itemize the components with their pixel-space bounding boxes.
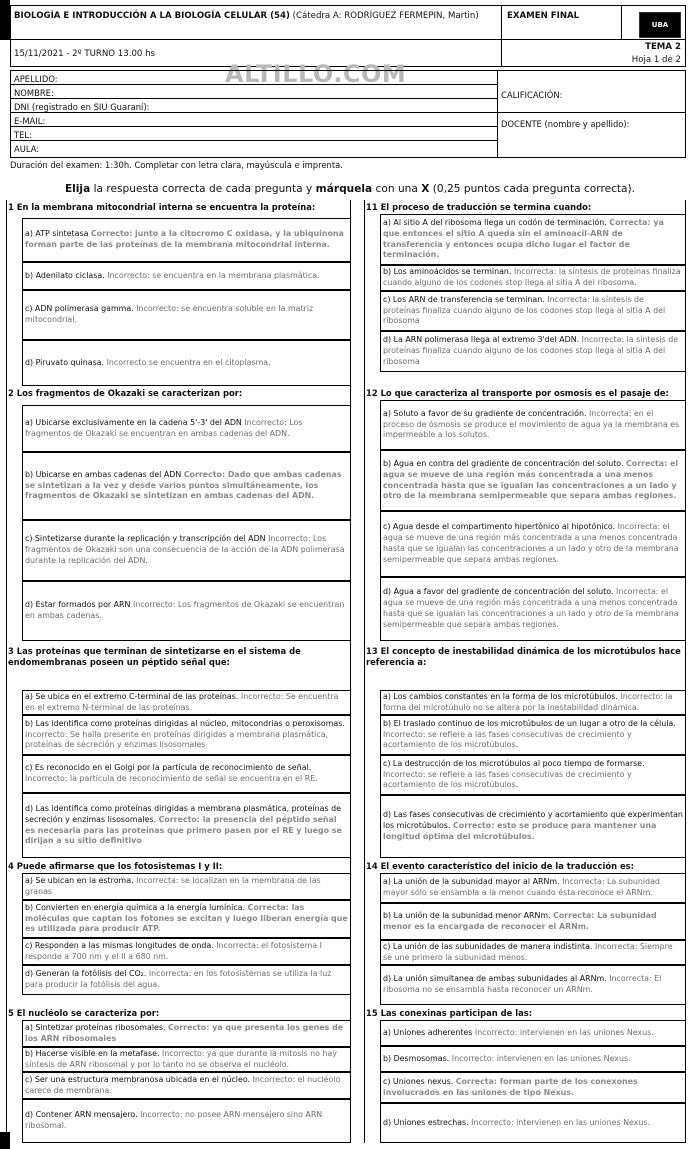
feedback-incorrect: Incorrecto: intervienen en las uniones Nexus. — [451, 1053, 631, 1063]
feedback-incorrect: Incorrecta: la síntesis de proteínas finaliza cuando alguno de los codones stop llega al sitia A del ribosoma — [383, 335, 679, 366]
feedback-incorrect: Incorrecta: el fotosistema I responde a 700 nm y el II a 680 nm. — [25, 940, 322, 961]
option-text — [25, 1075, 348, 1097]
duration-note: Duración del examen: 1:30h. Completar con letra clara, mayúscula e imprenta. — [10, 160, 343, 170]
email-field[interactable] — [11, 115, 497, 127]
answer-option[interactable] — [22, 581, 351, 641]
option-label: c) Responden a las mismas longitudes de onda. — [25, 940, 217, 950]
feedback-incorrect: Incorrecta: La subunidad mayor sólo se ensambla a la menor cuando ésta reconoce el ARNm. — [383, 877, 660, 897]
feedback-correct: Correcta: La subunidad menor es la encargada de reconocer el ARNm. — [383, 910, 657, 931]
option-label: d) Generan la fotólisis del CO₂. — [25, 969, 149, 979]
option-text — [25, 1023, 348, 1045]
option-label: b) Los aminoácidos se terminan. — [383, 267, 514, 277]
option-label: c) Agua desde el compartimento hipertónico al hipotónico. — [383, 522, 618, 532]
feedback-incorrect: Incorrecto: se refiere a las fases consecutivas de crecimiento y acortamiento de los microtúbulos. — [383, 769, 632, 790]
option-label: a) Uniones adherentes — [383, 1027, 475, 1037]
option-label: b) La unión de la subunidad menor ARNm. — [383, 910, 554, 920]
option-text — [383, 877, 683, 899]
exam-header — [10, 5, 686, 67]
answer-option[interactable] — [22, 690, 351, 715]
option-label: b) Adenilato ciclasa. — [25, 270, 108, 280]
option-label: b) Hacerse visible en la metafase. — [25, 1048, 162, 1058]
exam-type: EXAMEN FINAL — [507, 11, 580, 21]
question-title: 1 En la membrana mitocondrial interna se encuentra la proteína: — [8, 202, 316, 212]
option-label: d) Piruvato quinasa. — [25, 357, 107, 367]
catedra: (Cátedra A: RODRÍGUEZ FERMEPIN, Martin) — [292, 11, 479, 21]
feedback-correct: Correcto: junto a la citocromo C oxidasa, y la ubiquinona forman parte de las proteínas de la membrana mitocondrial interna. — [25, 229, 344, 249]
option-text — [25, 763, 348, 785]
option-text — [25, 358, 271, 369]
answer-option[interactable] — [380, 1020, 686, 1046]
option-label: d) Las fases consecutivas de crecimiento y acortamiento que experimentan los microtúbulos. — [383, 810, 683, 831]
answer-option[interactable] — [380, 755, 686, 795]
option-label: c) ADN polimerasa gamma. — [25, 304, 137, 314]
option-label: d) Las identifica como proteínas dirigidas a membrana plasmática, proteínas de secreción y enzimas lisosomales. — [25, 803, 341, 824]
question-title: 15 Las conexinas participan de las: — [366, 1008, 533, 1018]
option-text — [25, 692, 348, 714]
option-text — [383, 1054, 631, 1065]
option-text — [383, 1077, 683, 1099]
question-title: 4 Puede afirmarse que los fotosistemas I y II: — [8, 861, 223, 871]
nombre-field[interactable] — [11, 87, 497, 99]
feedback-incorrect: Incorrecto: el nucléolo carece de membrana. — [25, 1074, 341, 1095]
answer-option[interactable] — [22, 340, 351, 386]
option-text — [25, 903, 348, 935]
docente-label: DOCENTE (nombre y apellido): — [501, 119, 630, 129]
answer-option[interactable] — [380, 265, 686, 291]
option-label: a) Se ubica en el extremo C-terminal de las proteínas. — [25, 691, 241, 701]
option-text — [25, 304, 348, 326]
answer-option[interactable] — [380, 511, 686, 577]
feedback-incorrect: Incorrecta: la síntesis de proteínas finaliza cuando alguno de los codones stop llega al sitia A del ribosoma. — [383, 267, 681, 287]
option-text — [25, 229, 348, 251]
feedback-incorrect: Incorrecta: el agua se mueve de una región más concentrada a una menos concentrada hasta que se igualan las concentraciones a un lado y otro de la membrana semipermeable que separa ambas regiones. — [383, 587, 679, 629]
answer-option[interactable] — [380, 1046, 686, 1072]
option-label: d) La unión simultanea de ambas subunidades al ARNm. — [383, 974, 610, 984]
option-text — [25, 1110, 348, 1132]
feedback-incorrect: Incorrecta: el agua se mueve de una región más concentrada a una menos concentrada hasta que se igualan las concentraciones a un lado y otro de la membrana semipermeable que separa ambas regiones. — [383, 522, 679, 564]
option-text — [25, 1049, 348, 1071]
option-text — [25, 271, 320, 282]
hoja: Hoja 1 de 2 — [631, 55, 681, 65]
option-text — [25, 470, 348, 502]
option-label: b) Ubicarse en ambas cadenas del ADN — [25, 469, 184, 479]
feedback-incorrect: Incorrecta: en el proceso de ósmosis se produce el movimiento de agua ya la membrana es impermeable a los solutos. — [383, 408, 680, 440]
option-text — [383, 218, 683, 261]
answer-option[interactable] — [380, 577, 686, 641]
answer-option[interactable] — [22, 218, 351, 262]
option-label: d) La ARN polimerasa llega al extremo 3'del ADN. — [383, 335, 582, 345]
answer-option[interactable] — [22, 290, 351, 340]
option-text — [383, 719, 683, 751]
answer-option[interactable] — [380, 291, 686, 331]
answer-option[interactable] — [380, 450, 686, 511]
feedback-correct: Correcta: las moléculas que captan los fotones se excitan y luego liberan energía que es utilizada para producir ATP. — [25, 902, 348, 934]
feedback-correct: Correcto: esto se produce para mantener una longitud óptima del microtúbulos. — [383, 821, 657, 841]
option-text — [25, 804, 348, 847]
option-label: b) Convierten en energía química a la energía lumínica. — [25, 902, 248, 912]
calificacion-label: CALIFICACIÓN: — [501, 90, 563, 100]
answer-option[interactable] — [380, 795, 686, 858]
dni-field[interactable] — [11, 101, 497, 113]
option-label: d) Contener ARN mensajero. — [25, 1110, 141, 1120]
answer-option[interactable] — [380, 715, 686, 755]
answer-option[interactable] — [380, 1103, 686, 1143]
feedback-incorrect: Incorrecto: la partícula de reconocimiento de señal se encuentra en el RE. — [25, 774, 318, 783]
question-title: 11 El proceso de traducción se termina cuando: — [366, 202, 592, 212]
option-label: d) Uniones estrechas. — [383, 1117, 472, 1127]
answer-option[interactable] — [380, 214, 686, 265]
feedback-correct: Correcto: Dado que ambas cadenas se sintetizan a la vez y desde varios puntos simultáneamente, los fragmentos de Okazaki se sintetizan en ambas cadenas del ADN. — [25, 469, 342, 501]
option-text — [383, 295, 683, 327]
answer-option[interactable] — [380, 965, 686, 1005]
option-label: b) Las identifica como proteínas dirigidas al núcleo, mitocondrias o peroxisomas. — [25, 718, 345, 728]
question-title: 3 Las proteínas que terminan de sintetizarse en el sistema de endomembranas poseen un péptido señal que: — [8, 646, 301, 667]
feedback-incorrect: Incorrecto: ya que durante la mitosis no hay síntesis de ARN ribosomal y por lo tanto no se observa el nucléolo. — [25, 1048, 337, 1069]
option-text — [25, 418, 348, 440]
answer-option[interactable] — [22, 965, 351, 995]
question-title: 5 El nucléolo se caracteriza por: — [8, 1008, 160, 1018]
option-label: a) Sintetizar proteínas ribosomales. — [25, 1022, 168, 1032]
apellido-label: APELLIDO: — [14, 74, 58, 84]
student-info-form — [10, 70, 686, 158]
feedback-correct: Correcta: ya que entonces el sitio A queda sin el aminoacil-ARN de transferencia y entonces ocupa dicho lugar el factor de terminación. — [383, 217, 664, 260]
feedback-incorrect: Incorrecta: la síntesis de proteínas finaliza cuando alguno de los codones stop llega al sitia A del ribosoma — [383, 294, 666, 326]
feedback-incorrect: Incorrecto: se encuentra soluble en la matriz mitocondrial. — [25, 304, 314, 324]
option-label: c) Es reconocido en el Golgi por la partícula de reconocimiento de señal. — [25, 763, 312, 773]
option-text — [25, 534, 348, 566]
feedback-incorrect: Incorrecto: Se halla presente en proteínas dirigidas a membrana plasmática, proteínas de secreción y enzimas lisosomales — [25, 729, 329, 750]
question-title: 14 El evento característico del inicio de la traducción es: — [366, 861, 634, 871]
tel-label: TEL: — [14, 130, 32, 140]
option-label: a) Ubicarse exclusivamente en la cadena 5'-3' del ADN — [25, 417, 245, 427]
feedback-incorrect: Incorrecta: El ribosoma no se ensambla hasta reconocer un ARNm. — [383, 974, 662, 994]
option-text — [383, 974, 683, 996]
option-label: b) Desmosomas. — [383, 1053, 452, 1063]
answer-option[interactable] — [22, 938, 351, 965]
tel-field[interactable] — [11, 129, 497, 141]
apellido-field[interactable] — [11, 73, 497, 85]
answer-option[interactable] — [22, 1020, 351, 1047]
feedback-correct: Correcto: la presencia del péptido señal es necesaria para las proteínas que primero pasen por el RE y luego se dirijan a su sitio definitivo — [25, 814, 342, 846]
option-label: c) La destrucción de los microtúbulos al poco tiempo de formarse. — [383, 758, 645, 768]
feedback-incorrect: Incorrecto: Se encuentra en el extremo N-terminal de las proteínas. — [25, 691, 339, 712]
instr-part-3: márquela — [315, 183, 373, 195]
answer-option[interactable] — [380, 690, 686, 715]
answer-option[interactable] — [22, 755, 351, 793]
answer-option[interactable] — [22, 1047, 351, 1072]
option-label: c) Sintetizarse durante la replicación y transcripción del ADN — [25, 534, 269, 544]
option-text — [383, 692, 683, 714]
feedback-incorrect: Incorrecto: Los fragmentos de Okazaki se encuentran en ambas cadenas. — [25, 600, 345, 620]
option-label: a) Soluto a favor de su gradiente de concentración. — [383, 408, 589, 418]
option-label: c) Uniones nexus. — [383, 1076, 456, 1086]
answer-option[interactable] — [22, 520, 351, 581]
registration-mark-top — [0, 0, 10, 40]
option-text — [383, 911, 683, 933]
option-text — [383, 522, 683, 565]
option-label: c) Los ARN de transferencia se terminan. — [383, 294, 548, 304]
feedback-incorrect: Incorrecto: se encuentra en la membrana plasmática. — [107, 270, 320, 280]
option-text — [383, 759, 683, 791]
answer-option[interactable] — [380, 873, 686, 903]
docente-field[interactable] — [501, 119, 630, 129]
answer-option[interactable] — [22, 715, 351, 755]
feedback-incorrect: Incorrecta: Siempre se une primero la subunidad menos. — [383, 941, 673, 962]
answer-option[interactable] — [22, 1072, 351, 1099]
feedback-incorrect: Incorrecto: intervienen en las uniones Nexus. — [474, 1027, 654, 1037]
option-text — [25, 969, 348, 991]
feedback-incorrect: Incorrecto: la forma del microtúbulo no se altera por la inestabilidad dinámica. — [383, 691, 673, 712]
answer-option[interactable] — [22, 793, 351, 858]
option-label: a) ATP sintetasa — [25, 229, 91, 239]
uba-logo — [639, 12, 681, 38]
option-label: c) Ser una estructura membranosa ubicada en el núcleo. — [25, 1074, 253, 1084]
feedback-incorrect: Incorrecto: se refiere a las fases consecutivas de crecimiento y acortamiento de los microtúbulos. — [383, 729, 632, 750]
option-text — [383, 335, 683, 367]
feedback-incorrect: Incorrecto: no posee ARN mensajero sino ARN ribosomal. — [25, 1110, 323, 1130]
feedback-incorrect: Incorrecto se encuentra en el citoplasma. — [106, 357, 271, 367]
feedback-incorrect: Incorrecta: en los fotosistemas se utiliza la luz para producir la fotólisis del agua. — [25, 969, 332, 989]
answer-option[interactable] — [22, 1099, 351, 1143]
option-label: d) Agua a favor del gradiente de concentración del soluto. — [383, 587, 616, 597]
option-label: a) Los cambios constantes en la forma de los microtúbulos. — [383, 691, 621, 701]
option-label: c) La unión de las subunidades de manera indistinta. — [383, 941, 595, 951]
uba-logo-text: UBA — [651, 21, 669, 29]
question-title: 2 Los fragmentos de Okazaki se caracterizan por: — [8, 388, 243, 398]
option-text — [25, 719, 348, 751]
instr-part-2: la respuesta correcta de cada pregunta y — [90, 183, 316, 195]
option-label: b) El traslado continuo de los microtúbulos de un lugar a otro de la célula. — [383, 718, 676, 728]
date-turn: 15/11/2021 - 2º TURNO 13.00 hs — [14, 49, 156, 59]
option-text — [383, 267, 683, 289]
tema: TEMA 2 — [645, 42, 681, 52]
feedback-incorrect: Incorrecto: Los fragmentos de Okazaki se encuentran en ambas cadenas del ADN. — [25, 417, 303, 438]
option-text — [25, 941, 348, 963]
feedback-correct: Correcta: el agua se mueve de una región más concentrada a una menos concentrada hasta que se igualan las concentraciones a un lado y otro de la membrana semipermeable que separa ambas regiones. — [383, 458, 679, 501]
option-label: b) Agua en contra del gradiente de concentración del soluto. — [383, 458, 626, 468]
question-title: 13 El concepto de inestabilidad dinámica de los microtúbulos hace referencia a: — [366, 646, 681, 667]
answer-option[interactable] — [380, 903, 686, 940]
option-text — [383, 942, 683, 964]
answer-option[interactable] — [22, 262, 351, 290]
answer-option[interactable] — [380, 1072, 686, 1103]
answer-option[interactable] — [22, 873, 351, 900]
option-text — [383, 587, 683, 630]
instr-part-1: Elija — [64, 183, 91, 195]
aula-label: AULA: — [14, 144, 40, 154]
option-label: a) Se ubican en la estroma. — [25, 875, 137, 885]
option-label: a) Al sitio A del ribosoma llega un codón de terminación. — [383, 217, 610, 227]
feedback-incorrect: Incorrecta: se localizan en la membrana de las granas — [25, 875, 321, 896]
instr-part-5: X — [421, 183, 430, 195]
option-text — [383, 409, 683, 441]
option-text — [383, 810, 683, 842]
course-title — [14, 11, 499, 21]
feedback-correct: Correcto: ya que presenta los genes de los ARN ribosomales — [25, 1022, 344, 1043]
option-text — [383, 1028, 654, 1039]
feedback-correct: Correcta: forman parte de los conexones involucrados en las uniones de tipo Nexus. — [383, 1076, 638, 1097]
answer-option[interactable] — [380, 400, 686, 450]
option-text — [383, 1118, 650, 1129]
question-title: 12 Lo que caracteriza al transporte por osmosis es el pasaje de: — [366, 388, 669, 398]
answer-option[interactable] — [22, 900, 351, 938]
instructions — [0, 183, 700, 195]
option-text — [383, 459, 683, 502]
answer-option[interactable] — [380, 331, 686, 372]
option-text — [25, 876, 348, 898]
answer-option[interactable] — [22, 452, 351, 520]
instr-part-6: (0,25 puntos cada pregunta correcta). — [429, 183, 636, 195]
answer-option[interactable] — [22, 405, 351, 452]
feedback-incorrect: Incorrecto: Los fragmentos de Okazaki son una consecuencia de la acción de la ADN polimerasa durante la replicación del ADN. — [25, 534, 345, 565]
watermark: ALTILLO.COM — [225, 60, 407, 88]
email-label: E-MAIL: — [14, 116, 46, 126]
nombre-label: NOMBRE: — [14, 88, 54, 98]
instr-part-4: con una — [372, 183, 422, 195]
answer-option[interactable] — [380, 940, 686, 965]
option-label: a) La unión de la subunidad mayor al ARNm. — [383, 877, 563, 887]
option-text — [25, 600, 348, 622]
dni-label: DNI (registrado en SIU Guaraní): — [14, 102, 150, 112]
option-label: d) Estar formados por ARN — [25, 600, 133, 610]
course-name: BIOLOGÍA E INTRODUCCIÓN A LA BIOLOGÍA CELULAR (54) — [14, 11, 290, 21]
calificacion-field[interactable] — [501, 90, 562, 100]
aula-field[interactable] — [11, 143, 497, 155]
feedback-incorrect: Incorrecto: intervienen en las uniones Nexus. — [471, 1117, 650, 1127]
